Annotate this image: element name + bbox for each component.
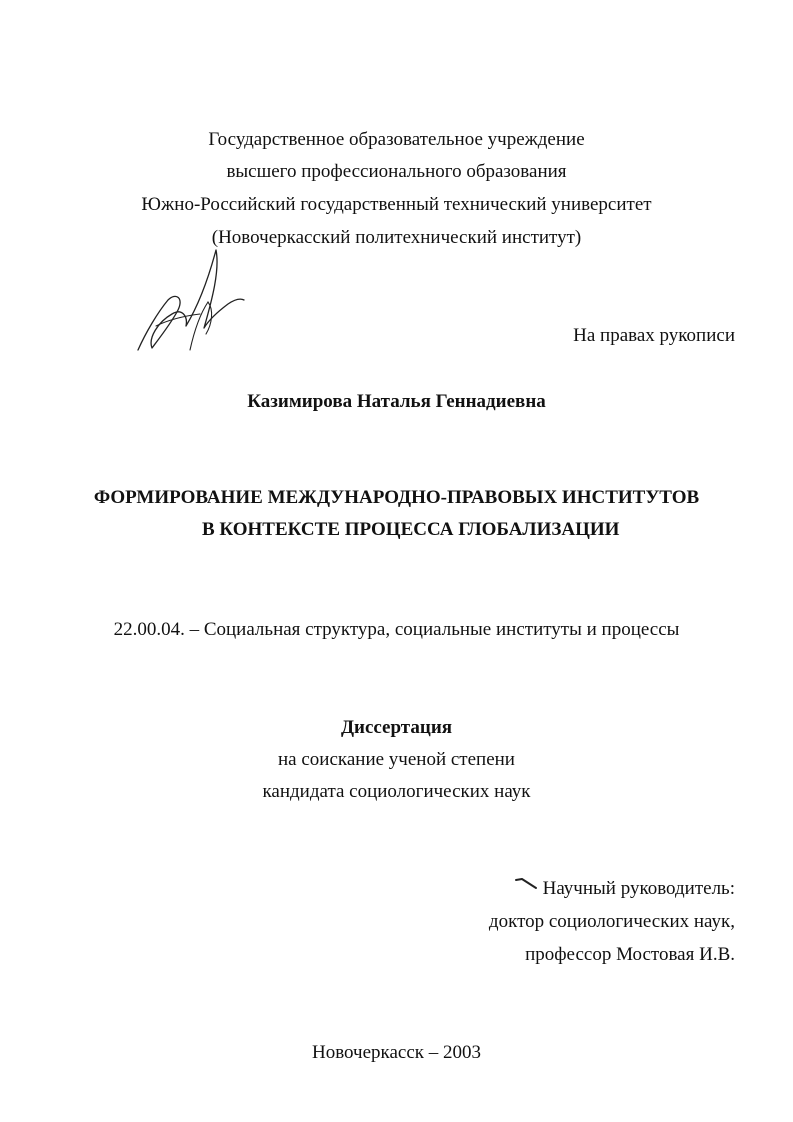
dissertation-title-line-2: В КОНТЕКСТЕ ПРОЦЕССА ГЛОБАЛИЗАЦИИ [202,519,620,540]
institution-line-2: высшего профессионального образования [226,161,567,182]
institution-line-4: (Новочеркасский политехнический институт) [211,227,582,248]
advisor-name: профессор Мостовая И.В. [525,944,735,965]
specialty-code: 22.00.04. – Социальная структура, социальные институты и процессы [113,619,680,640]
work-type-heading: Диссертация [340,717,453,738]
institution-line-1: Государственное образовательное учреждение [208,129,585,150]
dissertation-title-line-1: ФОРМИРОВАНИЕ МЕЖДУНАРОДНО-ПРАВОВЫХ ИНСТИТУТОВ [93,487,700,508]
institution-line-3: Южно-Российский государственный технический университет [141,194,652,215]
degree-line-2: кандидата социологических наук [262,781,531,802]
handwritten-signature [128,240,248,360]
advisor-degree: доктор социологических наук, [488,911,735,932]
handwritten-tick [514,876,540,890]
degree-line-1: на соискание ученой степени [278,749,515,770]
author-name: Казимирова Наталья Геннадиевна [247,391,546,412]
city-year: Новочеркасск – 2003 [311,1042,482,1063]
manuscript-note: На правах рукописи [573,325,735,346]
advisor-label: Научный руководитель: [542,878,735,899]
